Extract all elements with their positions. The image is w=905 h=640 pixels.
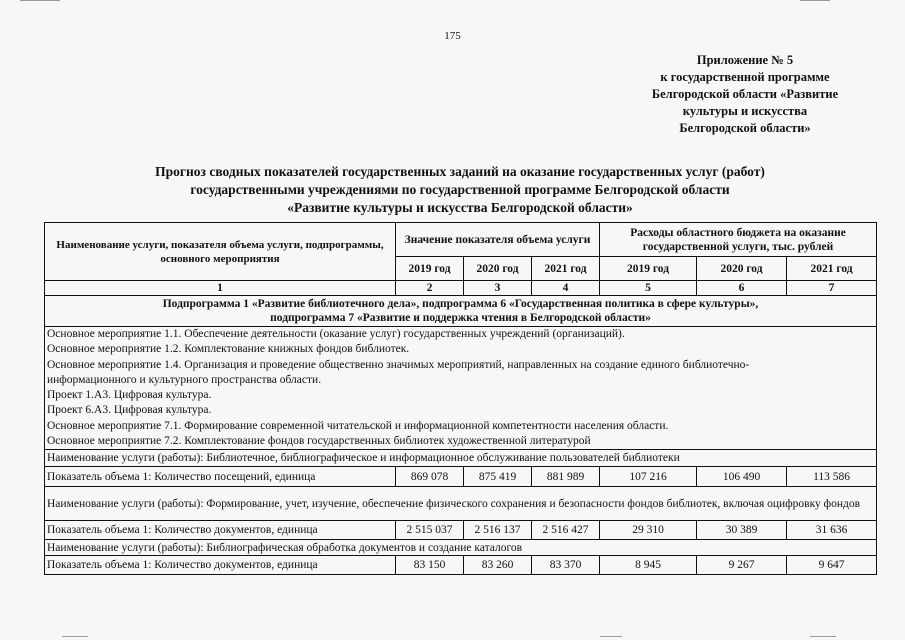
- header-year: 2019 год: [396, 257, 464, 281]
- value-cell: 9 267: [697, 556, 787, 575]
- value-cell: 30 389: [697, 521, 787, 540]
- service-name-row: Наименование услуги (работы): Формирование, учет, изучение, обеспечение физического сохранения и безопасности фондов библиотек, включая оцифровку фондов: [45, 487, 877, 521]
- column-number: 5: [600, 281, 697, 296]
- event-line: Основное мероприятие 7.1. Формирование современной читательской и информационной компетентности населения области.: [47, 419, 669, 432]
- service-name-row: Наименование услуги (работы): Библиографическая обработка документов и создание каталогов: [45, 540, 877, 556]
- page-number: 175: [444, 30, 461, 42]
- column-number: 7: [787, 281, 877, 296]
- scan-artifact: [600, 636, 622, 637]
- value-cell: 881 989: [532, 467, 600, 487]
- appendix-line: культуры и искусства: [682, 104, 808, 118]
- scan-artifact: [800, 0, 830, 1]
- event-line: Основное мероприятие 1.4. Организация и проведение общественно значимых мероприятий, направленных на создание единого библиотечно-: [47, 358, 750, 371]
- appendix-line: Приложение № 5: [696, 53, 794, 67]
- value-cell: 31 636: [787, 521, 877, 540]
- column-number: 6: [697, 281, 787, 296]
- subprogram-line: Подпрограмма 1 «Развитие библиотечного дела», подпрограмма 6 «Государственная политика в сфере культуры»,: [162, 298, 759, 310]
- header-year: 2020 год: [464, 257, 532, 281]
- indicator-row: [45, 467, 877, 487]
- subprogram-line: подпрограмма 7 «Развитие и поддержка чтения в Белгородской области»: [270, 312, 651, 324]
- event-line: Проект 1.А3. Цифровая культура.: [47, 389, 212, 402]
- value-cell: 9 647: [787, 556, 877, 575]
- value-cell: 869 078: [396, 467, 464, 487]
- event-line: Основное мероприятие 1.2. Комплектование книжных фондов библиотек.: [47, 343, 410, 356]
- appendix-line: Белгородской области»: [679, 121, 811, 135]
- value-cell: 875 419: [464, 467, 532, 487]
- value-cell: 2 516 137: [464, 521, 532, 540]
- indicator-row: [45, 521, 877, 540]
- title-line: Прогноз сводных показателей государственных заданий на оказание государственных услуг (работ): [155, 164, 765, 179]
- value-cell: 2 515 037: [396, 521, 464, 540]
- event-line: Проект 6.А3. Цифровая культура.: [47, 404, 212, 417]
- title-line: государственными учреждениями по государственной программе Белгородской области: [190, 182, 730, 197]
- scan-artifact: [20, 0, 60, 1]
- value-cell: 8 945: [600, 556, 697, 575]
- event-line: информационного и культурного пространства области.: [47, 373, 322, 386]
- column-number: 2: [396, 281, 464, 296]
- scan-artifact: [810, 636, 836, 637]
- indicator-label: Показатель объема 1: Количество документов, единица: [45, 521, 396, 540]
- indicator-label: Показатель объема 1: Количество посещений, единица: [45, 467, 396, 487]
- forecast-table: [44, 222, 877, 575]
- header-year: 2021 год: [787, 257, 877, 281]
- header-year: 2019 год: [600, 257, 697, 281]
- value-cell: 83 370: [532, 556, 600, 575]
- value-cell: 107 216: [600, 467, 697, 487]
- value-cell: 83 260: [464, 556, 532, 575]
- value-cell: 106 490: [697, 467, 787, 487]
- header-value-group: Значение показателя объема услуги: [396, 223, 600, 257]
- column-number: 3: [464, 281, 532, 296]
- header-year: 2020 год: [697, 257, 787, 281]
- event-line: Основное мероприятие 1.1. Обеспечение деятельности (оказание услуг) государственных учреждений (организаций).: [47, 328, 625, 340]
- header-expense-group: Расходы областного бюджета на оказание государственной услуги, тыс. рублей: [600, 223, 877, 257]
- events-list: [45, 327, 877, 450]
- column-number: 4: [532, 281, 600, 296]
- appendix-heading: [600, 52, 890, 137]
- appendix-line: к государственной программе: [660, 70, 830, 84]
- indicator-row: [45, 556, 877, 575]
- column-number: 1: [45, 281, 396, 296]
- value-cell: 113 586: [787, 467, 877, 487]
- subprogram-section-row: [45, 296, 877, 327]
- scan-artifact: [62, 636, 88, 637]
- header-year: 2021 год: [532, 257, 600, 281]
- value-cell: 2 516 427: [532, 521, 600, 540]
- event-line: Основное мероприятие 7.2. Комплектование фондов государственных библиотек художественной литературой: [47, 435, 591, 448]
- header-name-column: Наименование услуги, показателя объема услуги, подпрограммы, основного мероприятия: [45, 223, 396, 281]
- value-cell: 29 310: [600, 521, 697, 540]
- indicator-label: Показатель объема 1: Количество документов, единица: [45, 556, 396, 575]
- service-name-row: Наименование услуги (работы): Библиотечное, библиографическое и информационное обслуживание пользователей библиотеки: [45, 450, 877, 467]
- value-cell: 83 150: [396, 556, 464, 575]
- document-title: [40, 163, 880, 217]
- appendix-line: Белгородской области «Развитие: [651, 87, 839, 101]
- title-line: «Развитие культуры и искусства Белгородской области»: [287, 200, 633, 215]
